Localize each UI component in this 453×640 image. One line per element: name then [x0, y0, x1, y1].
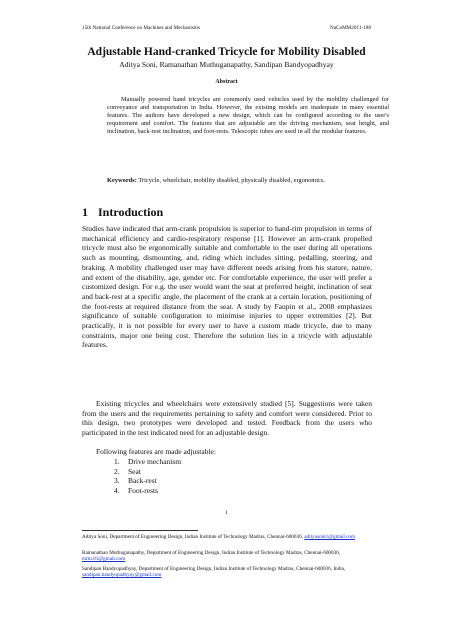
keywords	[107, 177, 389, 185]
list-item: 4. Foot-rests	[114, 486, 158, 496]
abstract-heading: Abstract	[215, 79, 238, 85]
author-list: Aditya Soni, Ramanathan Muthuganapathy, Sandipan Bandyopadhyay	[119, 60, 334, 69]
keywords-text: Tricycle, wheelchair, mobility disabled, physically disabled, ergonomics.	[138, 177, 325, 184]
email-link[interactable]: sandipan.bandyopadhyay@gmail.com	[82, 572, 162, 579]
paper-code: NaCoMM2011-188	[329, 25, 371, 31]
list-item: 2. Seat	[114, 466, 141, 476]
list-item: 3. Back-rest	[114, 476, 157, 486]
list-item: 1. Drive mechanism	[114, 457, 182, 466]
footnote-author-1: Aditya Soni, Department of Engineering Design, Indian Institute of Technology Madras, Chennai-600036, adityasoni1@gmail.com	[82, 534, 356, 540]
body-paragraph-1: Studies have indicated that arm-crank propulsion is superior to hand-rim propulsion in terms of mechanical efficiency and cardio-respiratory response [1]. However an arm-crank propelled tricycle must also be ergonomically suitable and comfortable to the user during all operations such as mounting, dismounting, and, riding which includes sitting, pedalling, steering, and braking. A mobility challenged user may have different needs arising from his stature, nature, and extent of the disability, age, gender etc. For comfortable experience, the user will prefer a customized design. For e.g. the user would want the seat at preferred height, inclination of seat and back-rest at a specific angle, the placement of the crank at a certain location, positioning of the foot-rests at required distance from the seat. A study by Faupin et al., 2008 emphasizes significance of suitable configuration to minimise injuries to upper extremities [2]. But practically, it is not possible for every user to have a custom made tricycle, due to many constraints, major one being cost. Therefore the solution lies in a tricycle with adjustable features.	[82, 224, 372, 350]
keywords-label: Keywords:	[107, 177, 137, 184]
section-heading	[82, 205, 163, 220]
paper-title: Adjustable Hand-cranked Tricycle for Mobility Disabled	[87, 46, 366, 58]
section-number: 1	[82, 205, 88, 219]
email-link[interactable]: mrm.01@gmail.com	[82, 556, 126, 563]
footnote-author-2: Ramanathan Muthuganapathy, Department of Engineering Design, Indian Institute of Technology Madras, Chennai-600036, mrm.01@gmail.com	[82, 550, 341, 563]
page-number: 1	[225, 510, 228, 516]
abstract-text: Manually powered hand tricycles are commonly used vehicles used by the mobility challenged for conveyance and transportation in India. However, the existing models are inadequate in many essential features. The authors have developed a new design, which can be configured according to the user's requirement and comfort. The features that are adjustable are the driving mechanism, seat height, and inclination, back-rest inclination, and foot-rests. Telescopic tubes are used in all the modular features.	[107, 96, 389, 136]
email-link[interactable]: adityasoni1@gmail.com	[304, 534, 356, 540]
body-paragraph-2: Existing tricycles and wheelchairs were extensively studied [5]. Suggestions were taken from the users and the requirements pertaining to safety and comfort were considered. Prior to this design, two prototypes were developed and tested. Feedback from the users who participated in the test indicated need for an adjustable design.	[82, 399, 372, 438]
adjustable-features-list	[114, 457, 181, 496]
body-paragraph-3: Following features are made adjustable:	[96, 447, 216, 456]
conference-name: 15th National Conference on Machines and Mechanisms	[82, 25, 200, 31]
section-title: Introduction	[98, 205, 164, 219]
footnote-author-3: Sandipan Bandyopadhyay, Department of Engineering Design, Indian Institute of Technology Madras, Chennai-600036, India, sandipan.bandyopadhyay@gmail.com	[82, 566, 346, 579]
footnote-divider	[82, 530, 198, 531]
